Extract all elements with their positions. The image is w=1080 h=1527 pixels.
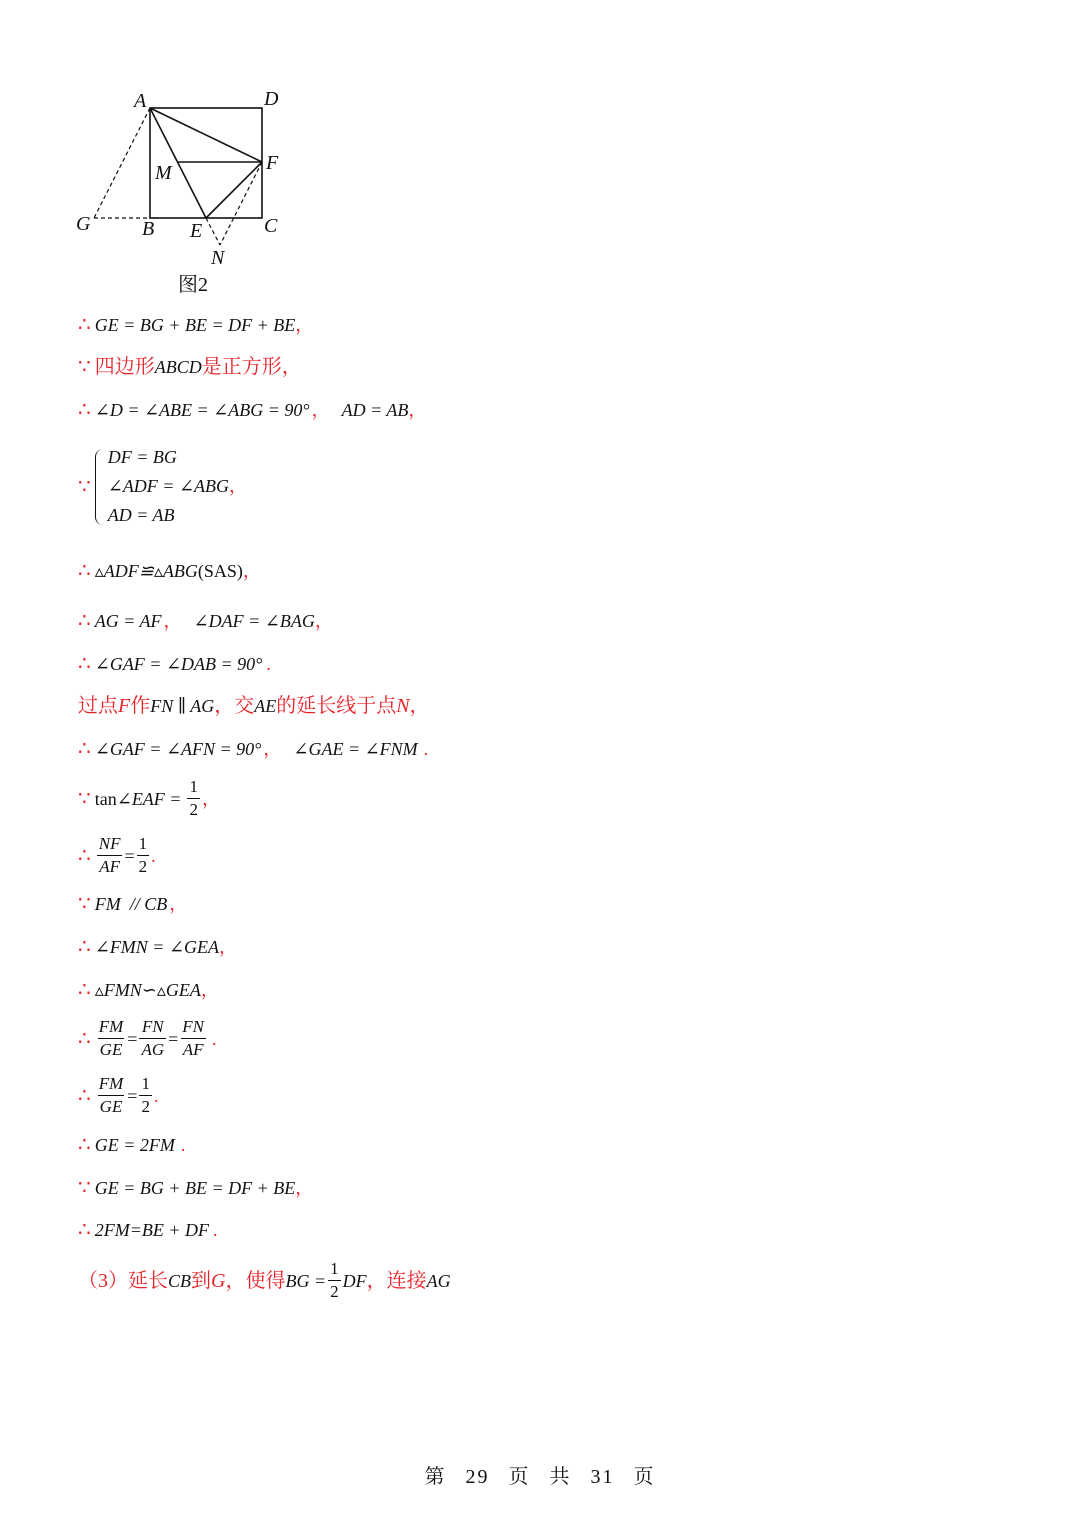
therefore-symbol: ∴: [78, 1134, 91, 1156]
denominator: GE: [99, 1097, 123, 1116]
punctuation: .: [151, 845, 156, 866]
segment-fn: [220, 162, 262, 245]
punctuation: ，: [201, 788, 220, 809]
because-symbol: ∵: [78, 1177, 91, 1199]
proof-line-3: [78, 398, 426, 422]
system-row-1: DF = BG: [107, 447, 177, 467]
punctuation: ，: [314, 611, 333, 631]
label-e: E: [190, 220, 203, 242]
punctuation: ，: [295, 1178, 314, 1198]
proof-line-17: [78, 1133, 185, 1157]
text-segment: ，连接: [366, 1269, 427, 1292]
equation-system: [95, 443, 247, 530]
proof-line-2: [78, 355, 302, 379]
equals-sign: =: [127, 1028, 138, 1049]
system-row-2: ∠ADF = ∠ABG: [107, 476, 230, 496]
denominator: 2: [330, 1282, 339, 1301]
therefore-symbol: ∴: [78, 979, 91, 1001]
equals-sign: =: [124, 845, 135, 866]
proof-line-1: [78, 313, 313, 337]
proof-line-10: [78, 776, 220, 821]
therefore-symbol: ∴: [78, 653, 91, 675]
math-expression: ∠EAF =: [116, 788, 182, 809]
numerator: 1: [138, 834, 148, 853]
fraction: [139, 1073, 152, 1118]
numerator: FM: [98, 1017, 124, 1036]
math-expression: GE = BG + BE = DF + BE: [94, 315, 296, 335]
math-expression: BG =: [285, 1270, 327, 1291]
denominator: 2: [189, 800, 198, 819]
proof-line-5: [78, 559, 261, 583]
label-n: N: [211, 247, 225, 269]
text-segment: 是正方形，: [201, 356, 302, 378]
math-expression: ▵FMN∽▵GEA: [94, 980, 201, 1000]
proof-line-20: [78, 1258, 451, 1303]
math-expression: FN ∥ AG: [150, 696, 215, 716]
proof-line-12: [78, 892, 187, 916]
punctuation: .: [266, 654, 271, 674]
segment-en: [206, 218, 220, 245]
text-segment: ，交: [214, 695, 255, 717]
figure-caption: 图2: [178, 274, 208, 296]
math-expression: AD = AB: [341, 400, 409, 420]
because-symbol: ∵: [78, 787, 91, 810]
label-g: G: [76, 213, 91, 235]
therefore-symbol: ∴: [78, 314, 91, 336]
math-expression: FM // CB: [94, 894, 168, 914]
fraction: [180, 1016, 206, 1061]
math-expression: AG = AF: [94, 611, 162, 631]
label-m: M: [155, 162, 172, 184]
text-segment: ，: [409, 695, 430, 717]
punctuation: ，: [295, 315, 314, 335]
math-expression: F: [118, 695, 131, 717]
text-segment: 作: [130, 695, 151, 717]
because-symbol: ∵: [78, 475, 91, 498]
math-expression: N: [396, 695, 410, 717]
footer-text: 共: [549, 1466, 572, 1488]
therefore-symbol: ∴: [78, 560, 91, 582]
text-segment: 过点: [78, 695, 118, 717]
numerator: NF: [98, 834, 121, 853]
math-expression: CB: [168, 1270, 192, 1291]
because-symbol: ∵: [78, 356, 91, 378]
label-b: B: [142, 218, 155, 240]
because-symbol: ∵: [78, 893, 91, 915]
therefore-symbol: ∴: [78, 610, 91, 632]
math-expression: DF: [342, 1270, 367, 1291]
math-expression: ∠GAF = ∠AFN = 90°: [94, 739, 262, 759]
therefore-symbol: ∴: [78, 936, 91, 958]
numerator: 1: [330, 1259, 339, 1278]
footer-text: 页: [633, 1466, 656, 1488]
page-number: 29: [465, 1466, 490, 1488]
math-expression: ▵ADF≌▵ABG: [94, 561, 198, 581]
proof-line-8: [78, 694, 430, 718]
label-a: A: [134, 90, 147, 112]
therefore-symbol: ∴: [78, 1219, 91, 1241]
punctuation: ，: [163, 611, 182, 631]
fraction: [187, 776, 200, 821]
punctuation: ，: [263, 739, 282, 759]
therefore-symbol: ∴: [78, 1027, 91, 1050]
therefore-symbol: ∴: [78, 844, 91, 867]
punctuation: ，: [169, 894, 188, 914]
segment-ef: [206, 162, 262, 218]
equals-sign: =: [168, 1028, 179, 1049]
punctuation: .: [212, 1028, 217, 1049]
proof-line-15: [78, 1016, 217, 1061]
math-expression: ∠FMN = ∠GEA: [94, 937, 220, 957]
denominator: 2: [141, 1097, 150, 1116]
math-expression: AE: [254, 696, 277, 716]
numerator: 1: [189, 777, 198, 796]
math-expression: ∠DAF = ∠BAG: [193, 611, 315, 631]
denominator: 2: [138, 857, 148, 876]
function-name: tan: [94, 788, 117, 809]
math-expression: ∠D = ∠ABE = ∠ABG = 90°: [94, 400, 310, 420]
square-diagram: [70, 85, 310, 295]
fraction: [97, 1016, 126, 1061]
left-brace: [95, 449, 104, 525]
proof-line-7: [78, 652, 271, 676]
footer-text: 第: [424, 1466, 447, 1488]
proof-line-11: [78, 833, 156, 878]
proof-line-9: [78, 737, 428, 761]
punctuation: .: [423, 739, 429, 759]
total-pages: 31: [590, 1466, 615, 1488]
geometry-figure: [70, 85, 310, 295]
numerator: 1: [141, 1074, 150, 1093]
punctuation: .: [180, 1135, 186, 1155]
punctuation: ，: [242, 561, 261, 581]
punctuation: ，: [219, 937, 238, 957]
math-expression: 2FM=BE + DF: [94, 1220, 210, 1240]
page-footer: [0, 1460, 1080, 1489]
text-segment: 的延长线于点: [276, 695, 397, 717]
proof-line-18: [78, 1176, 313, 1200]
footer-text: 页: [508, 1466, 531, 1488]
math-expression: GE = 2FM: [94, 1135, 175, 1155]
fraction: [139, 1016, 166, 1061]
segment-ag: [94, 108, 150, 218]
numerator: FN: [141, 1017, 164, 1036]
fraction: [97, 833, 123, 878]
proof-line-13: [78, 935, 237, 959]
numerator: FM: [98, 1074, 124, 1093]
proof-line-4: [78, 443, 247, 530]
proof-line-19: [78, 1218, 218, 1242]
punctuation: .: [153, 1085, 159, 1106]
math-expression: G: [211, 1269, 226, 1292]
therefore-symbol: ∴: [78, 399, 91, 421]
denominator: AG: [141, 1040, 165, 1059]
math-expression: ∠GAF = ∠DAB = 90°: [94, 654, 263, 674]
text-segment: 到: [191, 1269, 212, 1292]
proof-line-14: [78, 978, 219, 1002]
math-expression: AG: [426, 1270, 451, 1291]
text-segment: 四边形: [94, 356, 155, 378]
equals-sign: =: [127, 1085, 138, 1106]
label-d: D: [264, 88, 279, 110]
denominator: AF: [99, 857, 120, 876]
system-row-3: AD = AB: [107, 505, 175, 525]
fraction: [137, 833, 150, 878]
proof-line-6: [78, 609, 333, 633]
math-expression: (SAS): [197, 561, 243, 581]
punctuation: ，: [311, 400, 330, 420]
segment-af: [150, 108, 262, 162]
text-segment: ，使得: [225, 1269, 286, 1292]
math-expression: ∠GAE = ∠FNM: [293, 739, 418, 759]
punctuation: ，: [229, 476, 248, 496]
denominator: AF: [182, 1040, 204, 1059]
math-expression: ABCD: [154, 357, 202, 377]
numerator: FN: [182, 1017, 204, 1036]
proof-line-16: [78, 1073, 158, 1118]
label-c: C: [264, 215, 278, 237]
punctuation: .: [213, 1220, 218, 1240]
text-segment: （3）延长: [78, 1269, 168, 1292]
math-expression: GE = BG + BE = DF + BE: [94, 1178, 296, 1198]
label-f: F: [266, 152, 279, 174]
fraction: [97, 1073, 126, 1118]
denominator: GE: [99, 1040, 123, 1059]
punctuation: ，: [408, 400, 427, 420]
punctuation: ，: [200, 980, 219, 1000]
fraction: [328, 1258, 341, 1303]
therefore-symbol: ∴: [78, 1084, 91, 1107]
therefore-symbol: ∴: [78, 738, 91, 760]
